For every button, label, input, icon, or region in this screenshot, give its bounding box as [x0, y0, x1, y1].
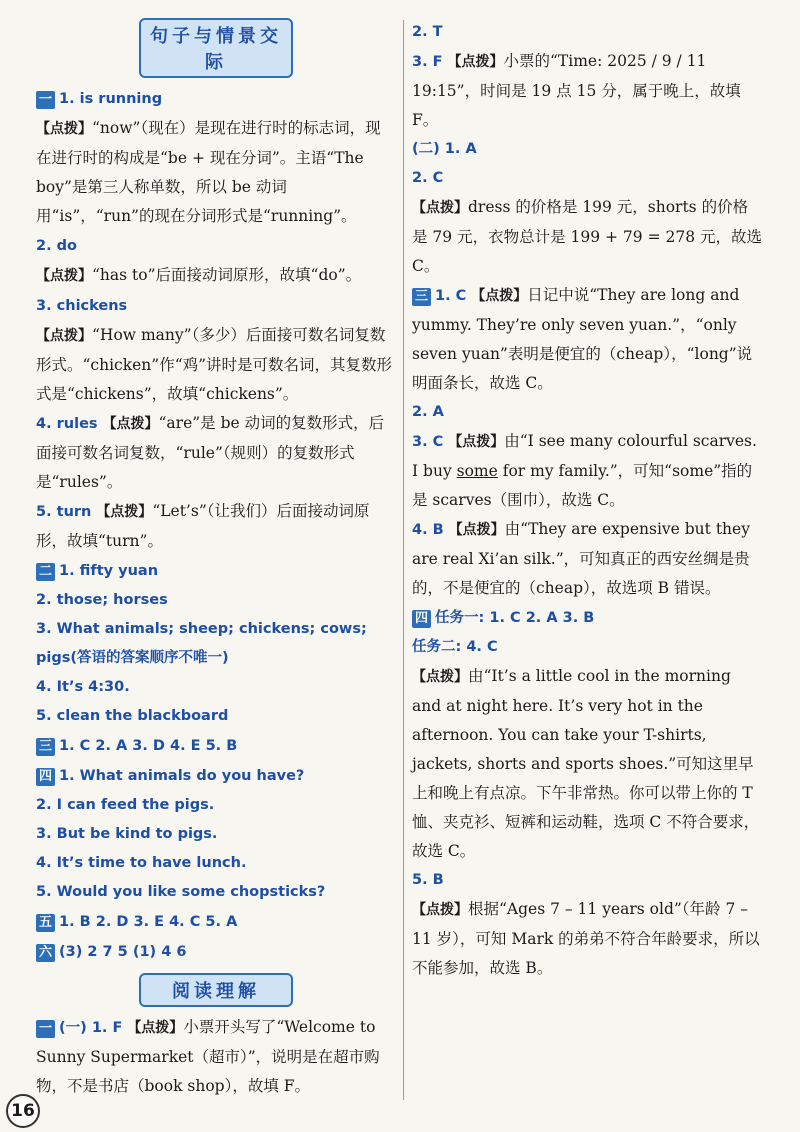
reading-2-answer-1: (二) 1. A	[412, 141, 477, 157]
reading-2-answer-2: 2. C	[412, 170, 444, 186]
hint-3: 【点拨】“How many”（多少）后面接可数名词复数形式。“chicken”作“鸡”讲时是可数名词，其复数形式是“chickens”，故填“chickens”。	[36, 326, 393, 403]
part-2-item-3: 3. What animals; sheep; chickens; cows; pigs(答语的答案顺序不唯一)	[36, 621, 367, 666]
reading-3-answer-4: 4. B 【点拨】由“They are expensive but they are real Xi’an silk.”，可知真正的西安丝绸是贵的，不是便宜的（cheap），故选项 B 错误。	[412, 520, 750, 597]
section-title-sentences: 句子与情景交际	[139, 18, 293, 78]
part-badge-1: 一	[36, 91, 55, 109]
reading-answer-2: 2. T	[412, 24, 443, 40]
reading-badge-1: 一	[36, 1020, 55, 1038]
reading-3-answer-1: 三 1. C 【点拨】日记中说“They are long and yummy. They’re only seven yuan.”，“only seven yuan”表明是便宜的（cheap），“long”说明面条长，故选 C。	[412, 286, 753, 392]
reading-answer-3: 3. F 【点拨】小票的“Time: 2025 / 9 / 11 19:15”，时间是 19 点 15 分，属于晚上，故填 F。	[412, 52, 741, 129]
reading-4-task-1: 四 任务一: 1. C 2. A 3. B	[412, 603, 762, 633]
reading-2-hint-2: 【点拨】dress 的价格是 199 元，shorts 的价格是 79 元，衣物总计是 199 + 79 = 278 元，故选 C。	[412, 198, 763, 275]
part-4-item-4: 4. It’s time to have lunch.	[36, 855, 247, 871]
answer-2: 2. do	[36, 238, 77, 254]
part-badge-6: 六	[36, 944, 55, 962]
hint-1: 【点拨】“now”（现在）是现在进行时的标志词，现在进行时的构成是“be + 现在分词”。主语“The boy”是第三人称单数，所以 be 动词用“is”，“run”的现在分词形式是“running”。	[36, 119, 381, 225]
reading-4-hint-5: 【点拨】根据“Ages 7 – 11 years old”（年龄 7 – 11 岁），可知 Mark 的弟弟不符合年龄要求，所以不能参加，故选 B。	[412, 900, 760, 977]
answer-4: 4. rules 【点拨】“are”是 be 动词的复数形式，后面接可数名词复数，“rule”（规则）的复数形式是“rules”。	[36, 414, 385, 491]
reading-3-answer-2: 2. A	[412, 404, 444, 420]
column-divider	[403, 20, 404, 1100]
part-4-item-1: 四 1. What animals do you have?	[36, 761, 396, 791]
part-3-answers: 三 1. C 2. A 3. D 4. E 5. B	[36, 731, 396, 761]
part-5-answers: 五 1. B 2. D 3. E 4. C 5. A	[36, 907, 396, 937]
answer-5: 5. turn 【点拨】“Let’s”（让我们）后面接动词原形，故填“turn”。	[36, 502, 370, 550]
part-badge-5: 五	[36, 914, 55, 932]
right-column	[412, 18, 762, 983]
page-number: 16	[6, 1094, 40, 1128]
reading-3-answer-3: 3. C 【点拨】由“I see many colourful scarves. I buy some for my family.”，可知“some”指的是 scarves（围巾），故选 C。	[412, 432, 757, 509]
reading-4-task-2: 任务二: 4. C	[412, 639, 498, 655]
part-4-item-5: 5. Would you like some chopsticks?	[36, 884, 326, 900]
left-column	[36, 18, 396, 1101]
hint-2: 【点拨】“has to”后面接动词原形，故填“do”。	[36, 266, 362, 284]
answer-3: 3. chickens	[36, 298, 128, 314]
part-badge-2: 二	[36, 563, 55, 581]
answer-1: 一 1. is running	[36, 84, 396, 114]
reading-badge-3: 三	[412, 288, 431, 306]
part-2-item-4: 4. It’s 4:30.	[36, 679, 130, 695]
part-2-item-1: 二 1. fifty yuan	[36, 556, 396, 586]
part-badge-3: 三	[36, 738, 55, 756]
reading-4-answer-5: 5. B	[412, 872, 444, 888]
part-4-item-3: 3. But be kind to pigs.	[36, 826, 218, 842]
part-6-answers: 六 (3) 2 7 5 (1) 4 6	[36, 937, 396, 967]
reading-answer-1: 一 (一) 1. F 【点拨】小票开头写了“Welcome to Sunny Supermarket（超市）”，说明是在超市购物，不是书店（book shop），故填 F。	[36, 1018, 380, 1095]
reading-4-hint-4: 【点拨】由“It’s a little cool in the morning and at night here. It’s very hot in the afternoon. You can take your T-shirts, jackets, shorts and sports shoes.”可知这里早上和晚上有点凉。下午非常热。你可以带上你的 T 恤、夹克衫、短裤和运动鞋，选项 C 不符合要求，故选 C。	[412, 667, 760, 860]
reading-badge-4: 四	[412, 610, 431, 628]
part-2-item-2: 2. those; horses	[36, 592, 168, 608]
part-2-item-5: 5. clean the blackboard	[36, 708, 229, 724]
part-4-item-2: 2. I can feed the pigs.	[36, 797, 215, 813]
part-badge-4: 四	[36, 768, 55, 786]
section-title-reading: 阅读理解	[139, 973, 293, 1007]
